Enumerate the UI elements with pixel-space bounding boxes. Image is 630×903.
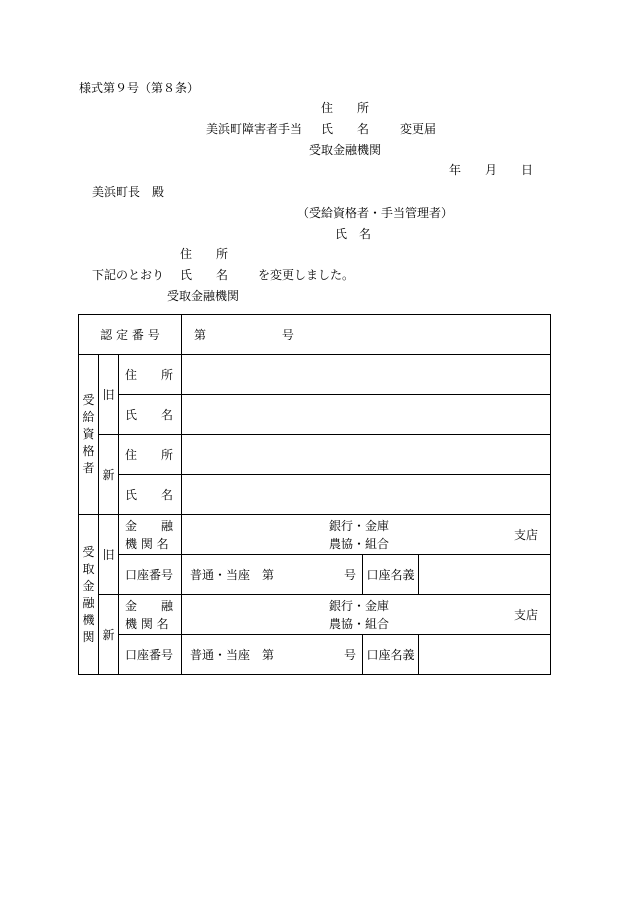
form-title: 美浜町障害者手当 [206,122,303,136]
bank-old-institution-label: 金 融 機 関 名 [119,515,182,555]
bank-new-label: 新 [99,595,119,675]
bank-new-account-types: 普通・当座 第 [190,648,275,662]
bank-old-label: 旧 [99,515,119,595]
recipient-new-name-field[interactable] [182,475,551,515]
body-suffix: を変更しました。 [258,268,355,282]
cert-go: 号 [281,328,294,342]
recipient-new-address-field[interactable] [182,435,551,475]
body-prefix: 下記のとおり [92,268,165,282]
body-address-line: 住 所 [180,247,229,261]
addressee: 美浜町長 殿 [92,185,165,199]
bank-new-branch: 支店 [513,608,538,622]
bank-old-name-row [79,515,551,555]
bank-new-account-row [79,635,551,675]
recipient-old-address-row [79,355,551,395]
title-name-line: 氏 名 [321,122,370,136]
bank-old-holder-label: 口座名義 [363,555,419,595]
recipient-old-name-field[interactable] [182,395,551,435]
recipient-new-name-label: 氏 名 [119,475,182,515]
recipient-old-address-label: 住 所 [119,355,182,395]
bank-old-account-go: 号 [343,568,356,582]
bank-old-types: 銀行・金庫 農協・組合 [329,518,390,551]
bank-new-account-go: 号 [343,648,356,662]
bank-old-account-row [79,555,551,595]
cert-label: 認 定 番 号 [79,315,182,355]
recipient-new-address-label: 住 所 [119,435,182,475]
body-bank-line: 受取金融機関 [167,289,240,303]
bank-new-account-field[interactable] [182,635,363,675]
cert-value[interactable] [182,315,551,355]
bank-new-holder-field[interactable] [419,635,551,675]
recipient-old-label: 旧 [99,355,119,435]
recipient-new-label: 新 [99,435,119,515]
recipient-old-address-field[interactable] [182,355,551,395]
title-suffix: 変更届 [400,122,437,136]
bank-new-institution-field[interactable] [182,595,551,635]
bank-new-name-row [79,595,551,635]
bank-new-types: 銀行・金庫 農協・組合 [329,598,390,631]
bank-new-holder-label: 口座名義 [363,635,419,675]
recipient-old-name-label: 氏 名 [119,395,182,435]
recipient-new-address-row [79,435,551,475]
bank-new-institution-label: 金 融 機 関 名 [119,595,182,635]
bank-old-holder-field[interactable] [419,555,551,595]
recipient-old-name-row [79,395,551,435]
title-bank-line: 受取金融機関 [309,143,382,157]
bank-old-account-label: 口座番号 [119,555,182,595]
cert-row [79,315,551,355]
bank-new-account-label: 口座番号 [119,635,182,675]
body-name-line: 氏 名 [180,268,229,282]
bank-old-branch: 支店 [513,528,538,542]
bank-old-account-types: 普通・当座 第 [190,568,275,582]
applicant-role: （受給資格者・手当管理者） [297,206,454,220]
date-field: 年 月 日 [449,163,534,177]
bank-old-institution-field[interactable] [182,515,551,555]
form-number: 様式第９号（第８条） [79,81,200,95]
recipient-group-label: 受 給 資 格 者 [79,355,99,515]
change-form-table [78,314,551,675]
title-address-line: 住 所 [321,101,370,115]
bank-old-account-field[interactable] [182,555,363,595]
recipient-new-name-row [79,475,551,515]
applicant-name-label: 氏 名 [335,227,372,241]
bank-group-label: 受 取 金 融 機 関 [79,515,99,675]
cert-dai: 第 [194,328,207,342]
